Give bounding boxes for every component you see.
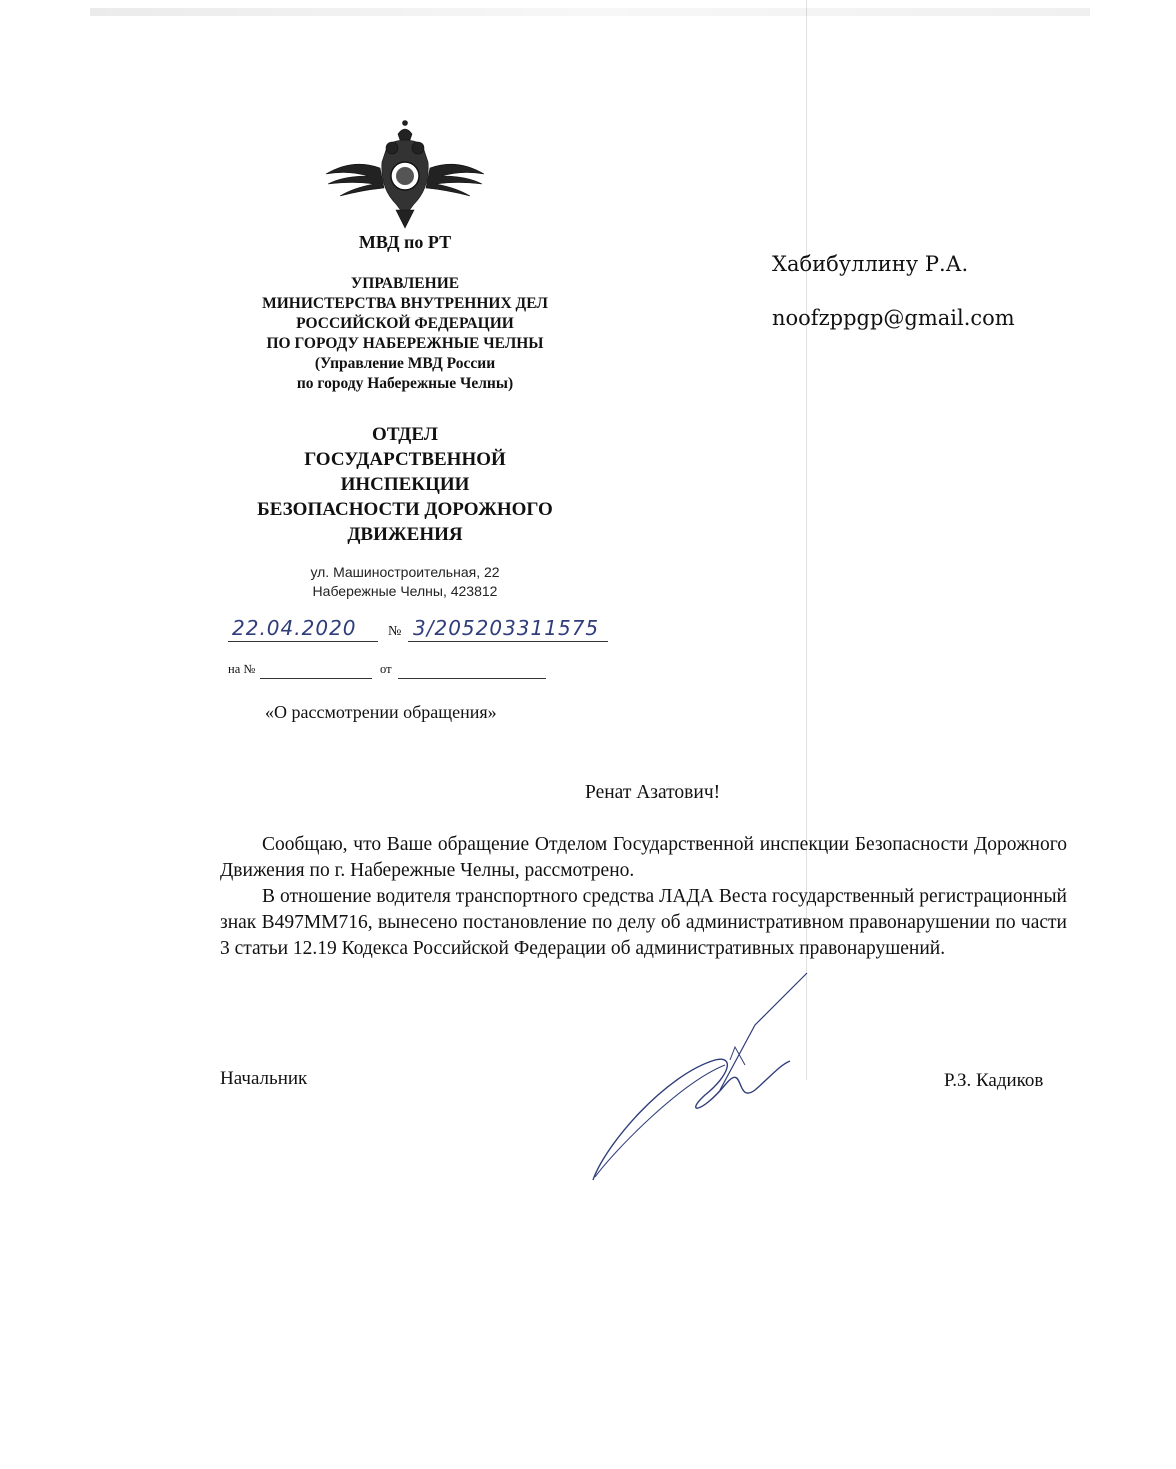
recipient-email: noofzppgp@gmail.com <box>772 306 1015 330</box>
department-line: БЕЗОПАСНОСТИ ДОРОЖНОГО <box>257 499 553 520</box>
reference-number-label: на № <box>228 662 256 676</box>
letter-subject: «О рассмотрении обращения» <box>265 702 497 722</box>
reference-from-label: от <box>380 662 392 676</box>
reference-from-underline <box>398 678 546 679</box>
org-line: МИНИСТЕРСТВА ВНУТРЕННИХ ДЕЛ <box>262 295 548 312</box>
org-line: ПО ГОРОДУ НАБЕРЕЖНЫЕ ЧЕЛНЫ <box>266 335 544 352</box>
handwritten-signature-icon <box>585 965 815 1185</box>
address-line: Набережные Челны, 423812 <box>312 583 498 599</box>
registration-number-label: № <box>388 624 402 639</box>
org-line: УПРАВЛЕНИЕ <box>350 275 460 292</box>
body-paragraph: В отношение водителя транспортного средства ЛАДА Веста государственный регистрационный знак В497ММ716, вынесено постановление по делу об административном правонарушении по части 3 статьи 12.19 Кодекса Российской Федерации об административных правонарушений. <box>220 886 1067 959</box>
body-paragraph: Сообщаю, что Ваше обращение Отделом Государственной инспекции Безопасности Дорожного Движения по г. Набережные Челны, рассмотрено. <box>220 834 1067 881</box>
department-line: ДВИЖЕНИЯ <box>347 524 463 545</box>
number-underline <box>408 641 608 642</box>
org-line: РОССИЙСКОЙ ФЕДЕРАЦИИ <box>296 315 514 332</box>
address-line: ул. Машиностроительная, 22 <box>310 564 500 580</box>
department-name <box>200 422 610 547</box>
mvd-emblem-icon <box>318 118 493 230</box>
date-underline <box>228 641 378 642</box>
reference-number-underline <box>260 678 372 679</box>
org-short-name: МВД по РТ <box>358 232 452 252</box>
scan-artifact <box>90 8 1090 16</box>
recipient-name: Хабибуллину Р.А. <box>772 252 969 276</box>
signer-name: Р.З. Кадиков <box>944 1070 1044 1091</box>
department-line: ИНСПЕКЦИИ <box>340 474 470 495</box>
org-line: (Управление МВД России <box>314 355 496 372</box>
org-full-name <box>200 274 610 394</box>
registration-number: 3/205203311575 <box>413 616 600 640</box>
letter-greeting: Ренат Азатович! <box>585 782 721 803</box>
registration-line <box>228 616 628 646</box>
department-address <box>255 563 555 601</box>
signer-position: Начальник <box>220 1068 308 1089</box>
department-line: ОТДЕЛ <box>372 424 438 445</box>
department-line: ГОСУДАРСТВЕННОЙ <box>304 449 506 470</box>
reference-line <box>228 662 558 682</box>
registration-date: 22.04.2020 <box>232 616 357 640</box>
org-line: по городу Набережные Челны) <box>296 375 514 392</box>
letter-body <box>220 832 1067 962</box>
